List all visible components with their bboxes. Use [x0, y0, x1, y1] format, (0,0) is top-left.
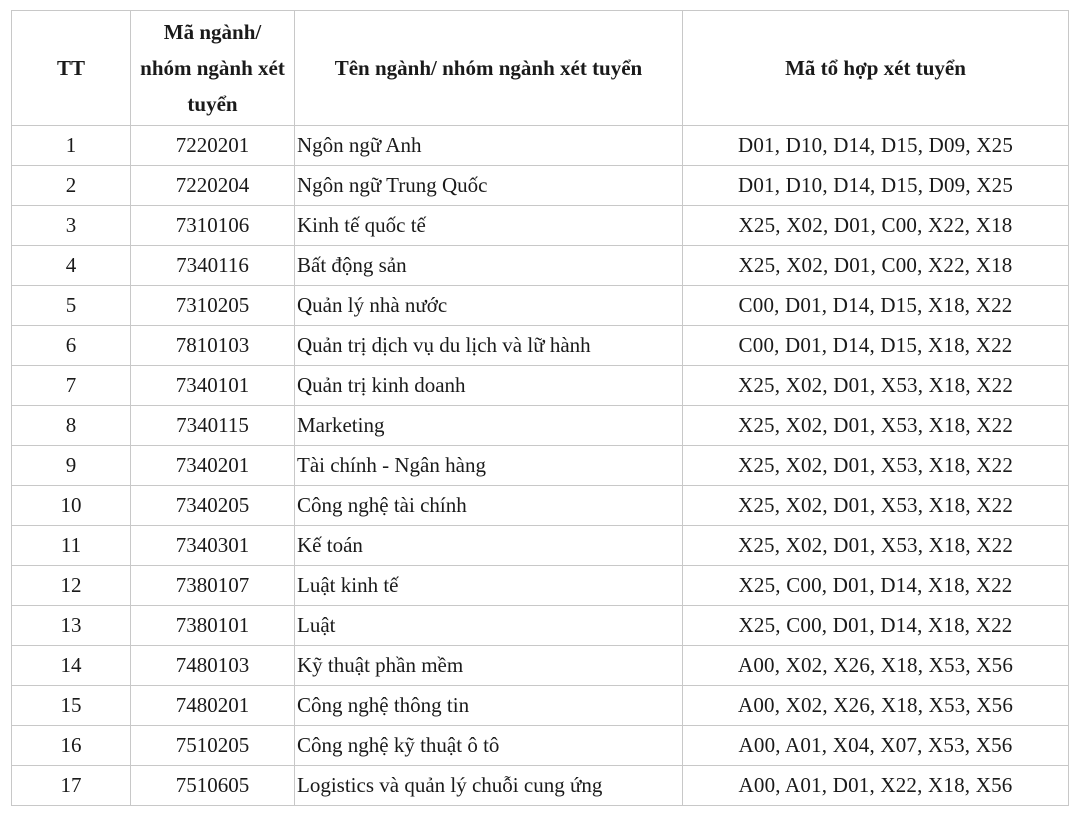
- row-number: 9: [12, 446, 131, 486]
- admission-table: [11, 10, 1069, 806]
- row-number: 13: [12, 606, 131, 646]
- table-row: [12, 726, 1069, 766]
- combination-code-cell: D01, D10, D14, D15, D09, X25: [683, 166, 1069, 206]
- major-name-cell: Quản trị dịch vụ du lịch và lữ hành: [295, 326, 683, 366]
- major-code-cell: 7340201: [131, 446, 295, 486]
- major-name-cell: Ngôn ngữ Trung Quốc: [295, 166, 683, 206]
- row-number: 4: [12, 246, 131, 286]
- combination-code-cell: X25, X02, D01, X53, X18, X22: [683, 526, 1069, 566]
- major-name-cell: Quản trị kinh doanh: [295, 366, 683, 406]
- combination-code-cell: A00, A01, D01, X22, X18, X56: [683, 766, 1069, 806]
- major-code-cell: 7340101: [131, 366, 295, 406]
- major-code-cell: 7310106: [131, 206, 295, 246]
- major-code-cell: 7380107: [131, 566, 295, 606]
- combination-code-cell: X25, X02, D01, C00, X22, X18: [683, 206, 1069, 246]
- combination-code-cell: D01, D10, D14, D15, D09, X25: [683, 126, 1069, 166]
- table-row: [12, 326, 1069, 366]
- combination-code-cell: C00, D01, D14, D15, X18, X22: [683, 286, 1069, 326]
- table-row: [12, 206, 1069, 246]
- major-name-cell: Logistics và quản lý chuỗi cung ứng: [295, 766, 683, 806]
- major-name-cell: Kinh tế quốc tế: [295, 206, 683, 246]
- row-number: 6: [12, 326, 131, 366]
- table-row: [12, 366, 1069, 406]
- table-row: [12, 286, 1069, 326]
- row-number: 10: [12, 486, 131, 526]
- major-code-cell: 7340115: [131, 406, 295, 446]
- header-major-code-line1: Mã ngành/: [163, 20, 262, 44]
- header-tt: TT: [12, 11, 131, 126]
- major-code-cell: 7220201: [131, 126, 295, 166]
- row-number: 14: [12, 646, 131, 686]
- table-header-row: [12, 11, 1069, 126]
- table-row: [12, 566, 1069, 606]
- table-row: [12, 526, 1069, 566]
- header-combination-code: Mã tổ hợp xét tuyển: [683, 11, 1069, 126]
- combination-code-cell: X25, X02, D01, C00, X22, X18: [683, 246, 1069, 286]
- major-name-cell: Tài chính - Ngân hàng: [295, 446, 683, 486]
- major-name-cell: Luật kinh tế: [295, 566, 683, 606]
- combination-code-cell: C00, D01, D14, D15, X18, X22: [683, 326, 1069, 366]
- table-row: [12, 766, 1069, 806]
- major-name-cell: Kế toán: [295, 526, 683, 566]
- major-code-cell: 7220204: [131, 166, 295, 206]
- row-number: 5: [12, 286, 131, 326]
- row-number: 17: [12, 766, 131, 806]
- table-row: [12, 646, 1069, 686]
- table-row: [12, 486, 1069, 526]
- major-code-cell: 7340205: [131, 486, 295, 526]
- combination-code-cell: X25, X02, D01, X53, X18, X22: [683, 366, 1069, 406]
- header-major-code-line2: nhóm ngành xét: [140, 56, 285, 80]
- row-number: 15: [12, 686, 131, 726]
- combination-code-cell: A00, A01, X04, X07, X53, X56: [683, 726, 1069, 766]
- combination-code-cell: X25, X02, D01, X53, X18, X22: [683, 486, 1069, 526]
- row-number: 1: [12, 126, 131, 166]
- major-code-cell: 7480103: [131, 646, 295, 686]
- row-number: 16: [12, 726, 131, 766]
- header-major-code: [131, 11, 295, 126]
- header-major-name: Tên ngành/ nhóm ngành xét tuyển: [295, 11, 683, 126]
- major-code-cell: 7310205: [131, 286, 295, 326]
- header-major-code-line3: tuyển: [187, 92, 238, 116]
- row-number: 12: [12, 566, 131, 606]
- major-name-cell: Công nghệ thông tin: [295, 686, 683, 726]
- major-name-cell: Luật: [295, 606, 683, 646]
- major-code-cell: 7510605: [131, 766, 295, 806]
- major-code-cell: 7340301: [131, 526, 295, 566]
- combination-code-cell: X25, X02, D01, X53, X18, X22: [683, 406, 1069, 446]
- table-row: [12, 406, 1069, 446]
- combination-code-cell: A00, X02, X26, X18, X53, X56: [683, 686, 1069, 726]
- major-code-cell: 7810103: [131, 326, 295, 366]
- major-name-cell: Quản lý nhà nước: [295, 286, 683, 326]
- table-row: [12, 606, 1069, 646]
- table-row: [12, 166, 1069, 206]
- combination-code-cell: A00, X02, X26, X18, X53, X56: [683, 646, 1069, 686]
- combination-code-cell: X25, C00, D01, D14, X18, X22: [683, 566, 1069, 606]
- row-number: 11: [12, 526, 131, 566]
- major-name-cell: Marketing: [295, 406, 683, 446]
- row-number: 8: [12, 406, 131, 446]
- major-name-cell: Kỹ thuật phần mềm: [295, 646, 683, 686]
- major-code-cell: 7480201: [131, 686, 295, 726]
- table-row: [12, 446, 1069, 486]
- major-code-cell: 7380101: [131, 606, 295, 646]
- major-name-cell: Ngôn ngữ Anh: [295, 126, 683, 166]
- major-name-cell: Bất động sản: [295, 246, 683, 286]
- major-code-cell: 7510205: [131, 726, 295, 766]
- table-row: [12, 246, 1069, 286]
- combination-code-cell: X25, X02, D01, X53, X18, X22: [683, 446, 1069, 486]
- major-name-cell: Công nghệ kỹ thuật ô tô: [295, 726, 683, 766]
- row-number: 3: [12, 206, 131, 246]
- major-code-cell: 7340116: [131, 246, 295, 286]
- major-name-cell: Công nghệ tài chính: [295, 486, 683, 526]
- row-number: 2: [12, 166, 131, 206]
- table-row: [12, 126, 1069, 166]
- row-number: 7: [12, 366, 131, 406]
- combination-code-cell: X25, C00, D01, D14, X18, X22: [683, 606, 1069, 646]
- table-row: [12, 686, 1069, 726]
